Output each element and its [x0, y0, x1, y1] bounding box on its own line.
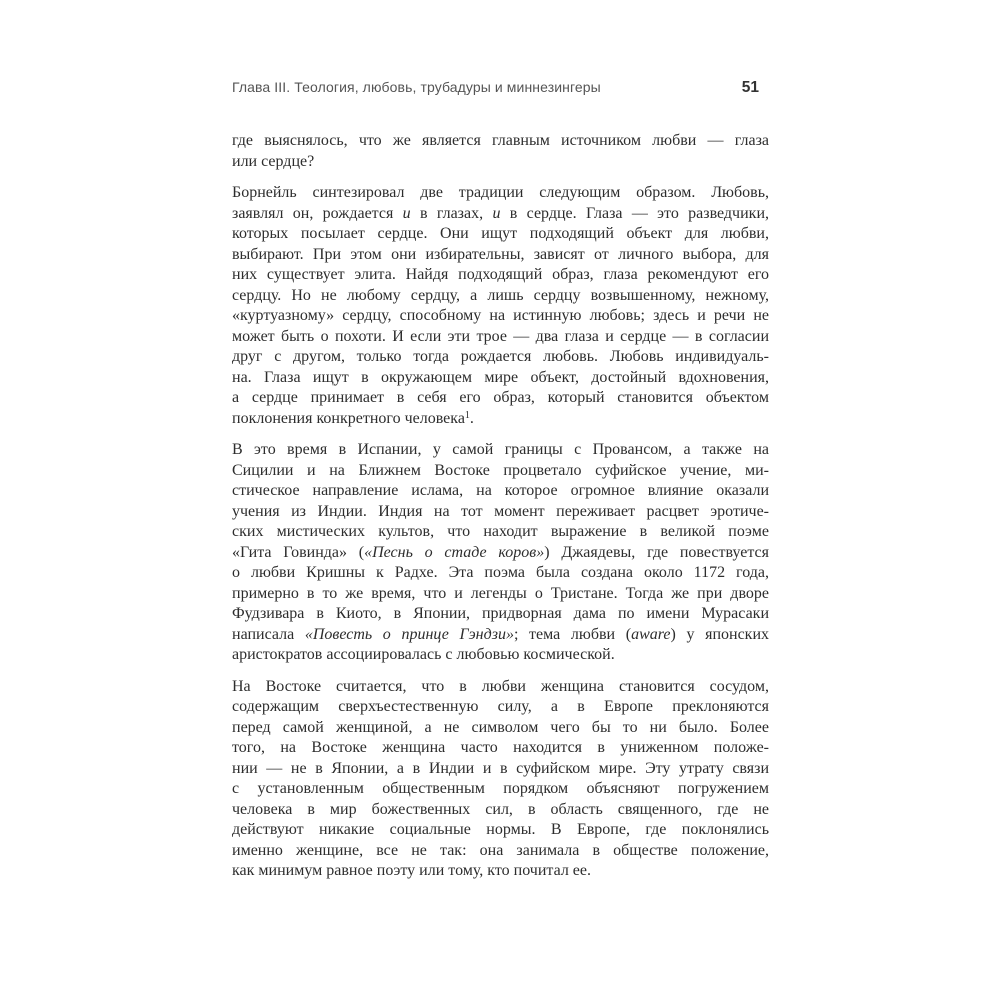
text-segment: нии — не в Японии, а в Индии и в суфийском мире. Эту утрату связи: [232, 759, 769, 777]
text-segment: на. Глаза ищут в окружающем мире объект, достойный вдохновения,: [232, 368, 769, 386]
chapter-title: Глава III. Теология, любовь, трубадуры и миннезингеры: [232, 79, 601, 95]
italic-text: «Повесть о принце Гэндзи»: [304, 625, 514, 643]
text-line: [232, 779, 769, 800]
text-line: [232, 265, 769, 286]
text-segment: о любви Кришны к Радхе. Эта поэма была создана около 1172 года,: [232, 564, 769, 581]
text-segment: ; тема любви (: [513, 625, 632, 643]
text-segment: выбирают. При этом они избирательны, зависят от личного выбора, для: [232, 245, 769, 263]
text-line: [232, 759, 769, 780]
text-segment: в сердце. Глаза — это разведчики,: [500, 204, 770, 222]
text-segment: того, на Востоке женщина часто находится в униженном положе-: [232, 739, 769, 756]
text-segment: поклонения конкретного человека: [232, 409, 465, 427]
text-segment: Борнейль синтезировал две традиции следующим образом. Любовь,: [232, 184, 769, 201]
text-line: [232, 625, 769, 646]
text-line: [232, 327, 769, 348]
text-line: [232, 245, 769, 266]
text-segment: Фудзивара в Киото, в Японии, придворная дама по имени Мурасаки: [232, 605, 769, 622]
text-line: [232, 440, 769, 461]
italic-text: «Песнь о стаде коров»: [364, 543, 545, 561]
italic-text: и: [492, 204, 501, 222]
text-segment: или сердце?: [232, 152, 315, 170]
text-line: [232, 388, 769, 409]
text-segment: как минимум равное поэту или тому, кто почитал ее.: [232, 862, 592, 879]
paragraph: [232, 131, 769, 172]
text-line: [232, 224, 769, 245]
text-segment: человека в мир божественных сил, в область священного, где не: [232, 800, 769, 818]
text-segment: На Востоке считается, что в любви женщина становится сосудом,: [232, 677, 769, 695]
text-segment: именно женщине, все не так: она занимала в обществе положение,: [232, 841, 769, 859]
text-line: [232, 697, 769, 718]
footnote-marker: 1: [464, 410, 470, 421]
text-line: [232, 481, 769, 502]
text-segment: заявлял он, рождается: [232, 204, 403, 222]
text-line: [232, 409, 769, 430]
text-line: [232, 718, 769, 739]
body-text: [232, 131, 769, 893]
text-segment: с установленным общественным порядком объясняют погружением: [232, 780, 769, 797]
text-segment: стическое направление ислама, на которое огромное влияние оказали: [232, 482, 769, 499]
text-segment: в глазах,: [410, 204, 493, 222]
text-segment: где выяснялось, что же является главным источником любви — глаза: [232, 132, 769, 149]
text-segment: а сердце принимает в себя его образ, который становится объектом: [232, 389, 769, 406]
text-segment: ских мистических культов, что находит выражение в великой поэме: [232, 523, 769, 540]
text-line: [232, 677, 769, 698]
text-line: [232, 286, 769, 307]
text-segment: примерно в то же время, что и легенды о Тристане. Тогда же при дворе: [232, 584, 769, 602]
text-line: [232, 306, 769, 327]
italic-text: aware: [631, 625, 671, 643]
text-segment: сердцу. Но не любому сердцу, а лишь сердцу возвышенному, нежному,: [232, 286, 769, 304]
text-segment: написала: [232, 625, 305, 643]
text-line: [232, 820, 769, 841]
text-segment: «куртуазному» сердцу, способному на истинную любовь; здесь и речи не: [232, 307, 769, 324]
text-segment: учения из Индии. Индия на тот момент переживает расцвет эротиче-: [232, 502, 769, 520]
text-line: [232, 604, 769, 625]
text-line: [232, 841, 769, 862]
paragraph: [232, 183, 769, 429]
text-segment: них существует элита. Найдя подходящий образ, глаза рекомендуют его: [232, 266, 769, 283]
text-line: [232, 543, 769, 564]
text-segment: .: [469, 409, 474, 427]
text-line: [232, 183, 769, 204]
text-segment: Сицилии и на Ближнем Востоке процветало суфийское учение, ми-: [232, 461, 769, 479]
paragraph: [232, 677, 769, 882]
text-segment: аристократов ассоциировалась с любовью космической.: [232, 646, 615, 663]
text-line: [232, 563, 769, 584]
text-line: [232, 738, 769, 759]
text-line: [232, 152, 769, 173]
text-line: [232, 645, 769, 666]
text-line: [232, 461, 769, 482]
text-segment: друг с другом, только тогда рождается любовь. Любовь индивидуаль-: [232, 348, 769, 365]
text-segment: В это время в Испании, у самой границы с Провансом, а также на: [232, 441, 769, 458]
text-segment: «Гита Говинда» (: [232, 543, 365, 561]
text-line: [232, 347, 769, 368]
text-segment: может быть о похоти. И если эти трое — два глаза и сердце — в согласии: [232, 327, 769, 345]
text-line: [232, 584, 769, 605]
page-number: 51: [741, 79, 759, 96]
text-line: [232, 368, 769, 389]
text-line: [232, 502, 769, 523]
text-line: [232, 522, 769, 543]
text-segment: действуют никакие социальные нормы. В Европе, где поклонялись: [232, 821, 769, 838]
text-segment: содержащим сверхъестественную силу, а в Европе преклоняются: [232, 698, 769, 715]
text-segment: ) Джаядевы, где повествуется: [544, 543, 769, 561]
italic-text: и: [402, 204, 411, 222]
text-line: [232, 131, 769, 152]
text-segment: перед самой женщиной, а не символом чего бы то ни было. Более: [232, 718, 769, 736]
running-head: [232, 79, 759, 97]
paragraph: [232, 440, 769, 666]
text-segment: ) у японских: [670, 625, 770, 643]
text-line: [232, 861, 769, 882]
text-line: [232, 204, 769, 225]
text-line: [232, 800, 769, 821]
text-segment: которых посылает сердце. Они ищут подходящий объект для любви,: [232, 225, 769, 242]
